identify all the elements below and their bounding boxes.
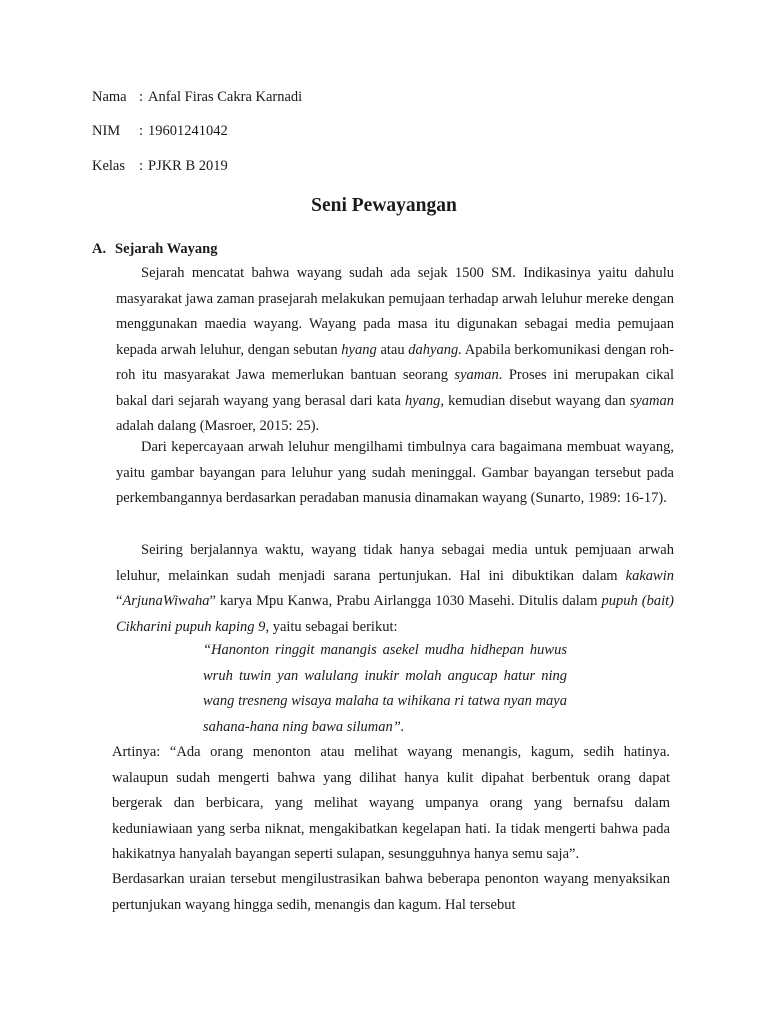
paragraph-3-italic-arjunawiwaha: ArjunaWiwaha xyxy=(122,593,210,609)
paragraph-1-italic-hyang: hyang xyxy=(341,341,377,358)
identity-nim-row xyxy=(92,122,228,140)
paragraph-1-italic-syaman: syaman xyxy=(454,367,499,383)
section-a-letter: A. xyxy=(92,241,107,257)
identity-name-row xyxy=(92,88,302,106)
section-a-heading xyxy=(92,239,217,259)
paragraph-3-text-b: “ xyxy=(116,593,123,609)
nim-value: 19601241042 xyxy=(148,123,228,139)
paragraph-1-text-e: , kemudian disebut wayang dan xyxy=(440,392,630,409)
paragraph-2 xyxy=(116,435,674,512)
paragraph-3-text-a: Seiring berjalannya waktu, wayang tidak hanya sebagai media untuk pemjuaan arwah leluhur, melainkan sudah menjadi sarana pertunjukan. Hal ini dibuktikan dalam xyxy=(116,542,674,584)
paragraph-4: Berdasarkan uraian tersebut mengilustrasikan bahwa beberapa penonton wayang menyaksikan pertunjukan wayang hingga sedih, menangis dan kagum. Hal tersebut xyxy=(112,871,670,913)
translation-paragraph: Artinya: “Ada orang menonton atau melihat wayang menangis, kagum, sedih hatinya. walaupun sudah mengerti bahwa yang dilihat hanya kulit dipahat berbentuk orang dapat bergerak dan berbicara, yang melihat wayang umpanya orang yang bernafsu dalam keduniawiaan yang serba niknat, mengakibatkan kegelapan hati. Ia tidak mengerti bahwa pada hakikatnya hanyalah bayangan seperti sulapan, sesungguhnya hanya semu saja”. xyxy=(112,744,670,862)
paragraph-1-text-c: Apabila berkomunikasi dengan roh-roh itu masyarakat Jawa memerlukan bantuan seorang xyxy=(116,341,674,383)
paragraph-1-italic-syaman-2: syaman xyxy=(629,392,674,409)
paragraph-1 xyxy=(116,261,674,440)
paragraph-1-text-d: . Proses ini merupakan cikal bakal dari sejarah wayang yang berasal dari kata xyxy=(116,367,675,409)
paragraph-1-text-f: adalah dalang (Masroer, 2015: 25). xyxy=(116,418,320,434)
paragraph-3-text-d: , yaitu sebagai berikut: xyxy=(265,618,398,635)
section-a-title: Sejarah Wayang xyxy=(115,241,218,257)
nim-label: NIM xyxy=(92,123,121,139)
identity-class-row xyxy=(92,157,228,175)
paragraph-3-italic-kakawin: kakawin xyxy=(625,567,674,584)
class-colon: : xyxy=(139,158,144,174)
paragraph-1-italic-hyang-2: hyang xyxy=(404,392,441,409)
paragraph-3-italic-pupuh: pupuh (bait) Cikharini pupuh kaping 9 xyxy=(116,593,674,635)
name-value: Anfal Firas Cakra Karnadi xyxy=(148,89,303,105)
paragraph-1-italic-dahyang: dahyang. xyxy=(408,341,462,358)
paragraph-1-text-b: atau xyxy=(376,341,409,358)
document-title: Seni Pewayangan xyxy=(311,195,457,216)
kakawin-quote: “Hanonton ringgit manangis asekel mudha hidhepan huwus wruh tuwin yan walulang inukir molah angucap hatur ning wang tresneng wisaya malaha ta wihikana ri tatwa nyan maya sahana-hana ning bawa siluman”. xyxy=(203,642,567,735)
nim-colon: : xyxy=(139,123,144,139)
paragraph-3-text-c: ” karya Mpu Kanwa, Prabu Airlangga 1030 Masehi. Ditulis dalam xyxy=(209,593,602,609)
name-colon: : xyxy=(139,89,144,105)
name-label: Nama xyxy=(92,89,127,105)
class-label: Kelas xyxy=(92,158,126,174)
paragraph-1-text-a: Sejarah mencatat bahwa wayang sudah ada sejak 1500 SM. Indikasinya yaitu dahulu masyarakat jawa zaman prasejarah melakukan pemujaan terhadap arwah leluhur mereke dengan menggunakan maedia wayang. Wayang pada masa itu digunakan sebagai media pemujaan kepada arwah leluhur, dengan sebutan xyxy=(116,265,674,358)
paragraph-2-text: Dari kepercayaan arwah leluhur mengilhami timbulnya cara bagaimana membuat wayang, yaitu gambar bayangan para leluhur yang sudah meninggal. Gambar bayangan tersebut pada perkembangannya berdasarkan peradaban manusia dinamakan wayang (Sunarto, 1989: 16-17). xyxy=(116,439,674,506)
class-value: PJKR B 2019 xyxy=(148,158,228,174)
paragraph-3 xyxy=(116,538,674,640)
